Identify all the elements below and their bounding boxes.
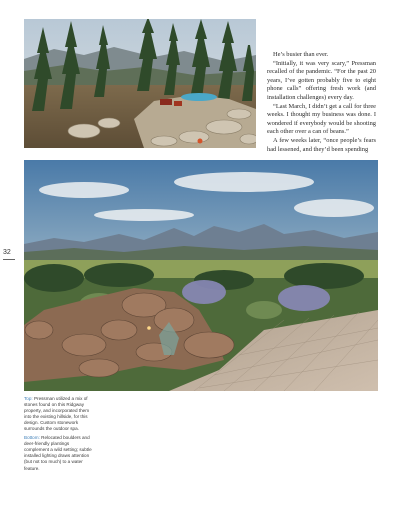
caption-top-text: Pressman utilized a mix of stones found on this Ridgway property, and incorporated them into the existing hillside, for this design. Custom stonework surrounds the outdoor spa. — [24, 396, 90, 432]
caption-bottom-text: Relocated boulders and deer-friendly plantings complement a wild setting; subtle installed lighting draws attention (but not too much) to a water feature. — [24, 435, 92, 471]
photo-mountain-water-feature — [24, 160, 378, 391]
photo-captions — [24, 396, 92, 474]
caption-bottom — [24, 435, 92, 472]
article-body-column — [267, 51, 376, 154]
page-number-rule — [3, 259, 15, 260]
article-paragraph: “Initially, it was very scary,” Pressman recalled of the pandemic. “For the past 20 years, I’ve gotten probably five to eight phone calls” offering fresh work (and installation challenges) every day. — [267, 59, 376, 101]
caption-top — [24, 396, 92, 433]
caption-bottom-label: Bottom: — [24, 435, 40, 441]
article-paragraph: He’s busier than ever. — [273, 51, 329, 58]
article-paragraph: “Last March, I didn’t get a call for three weeks. I thought my business was done. I wondered if everybody would be shooting each other over a can of beans.” — [267, 102, 376, 136]
page-number: 32 — [3, 249, 11, 256]
article-paragraph: A few weeks later, “once people’s fears had lessened, and they’d been spending — [267, 136, 376, 153]
photo-stone-patio-spa — [24, 19, 256, 148]
caption-top-label: Top: — [24, 396, 33, 401]
